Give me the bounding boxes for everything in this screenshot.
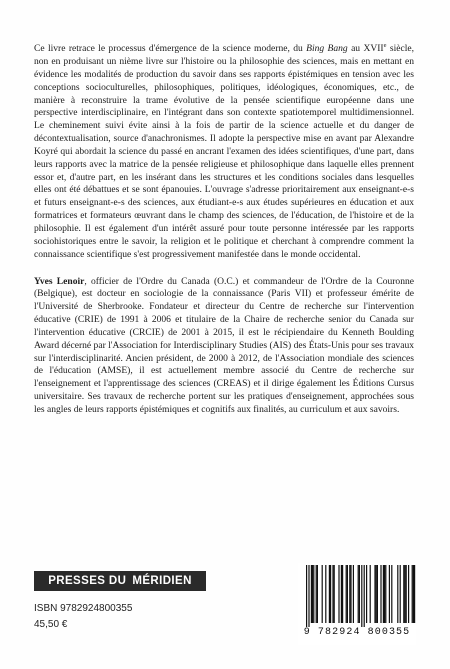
barcode-bar — [308, 565, 309, 627]
price-text: 45,50 € — [34, 619, 68, 630]
author-bio: , officier de l'Ordre du Canada (O.C.) et commandeur de l'Ordre de la Couronne (Belgique), est docteur en sociologie de la connaissance (Paris VII) et professeur émérite de l'Université de Sherbrooke. Fondateur et directeur du Centre de recherche sur l'intervention éducative (CRIE) de 1991 à 2006 et titulaire de la Chaire de recherche senior du Canada sur l'intervention éducative (CRCIE) de 2001 à 2015, il est le récipiendaire du Kenneth Boulding Award décerné par l'Association for Interdisciplinary Studies (AIS) des États-Unis pour ses travaux sur l'interdisciplinarité. Ancien président, de 2000 à 2012, de l'Association mondiale des sciences de l'éducation (AMSE), il est actuellement membre associé du Centre de recherche sur l'enseignement et l'apprentissage des sciences (CREAS) et il dirige également les Éditions Cursus universitaire. Ses travaux de recherche portent sur les pratiques d'enseignement, approchées sous les angles de leurs rapports épistémiques et cognitifs aux finalités, au curriculum et aux savoirs. — [34, 275, 414, 415]
barcode-bar — [346, 565, 347, 623]
barcode-bar — [313, 565, 314, 623]
barcode-bar — [391, 565, 392, 623]
barcode-bar — [377, 565, 378, 623]
barcode-bar — [353, 565, 354, 623]
barcode-bar — [397, 565, 398, 623]
author-name: Yves Lenoir — [34, 275, 85, 287]
barcode-bar — [338, 565, 339, 623]
barcode-bar — [400, 565, 401, 623]
barcode-bar — [374, 565, 375, 623]
barcode-bar — [380, 565, 381, 623]
barcode-bar — [316, 565, 317, 623]
barcode-bars — [298, 563, 416, 627]
barcode-bar — [341, 565, 342, 623]
barcode-bar — [376, 565, 377, 623]
barcode-bar — [383, 565, 384, 623]
barcode-bar — [317, 565, 318, 623]
barcode-bar — [361, 565, 362, 627]
author-paragraph — [34, 276, 414, 417]
barcode-bar — [412, 565, 413, 623]
barcode-bar — [359, 565, 360, 623]
back-cover-text — [34, 40, 414, 417]
barcode-bar — [408, 565, 409, 623]
barcode-bar — [404, 565, 405, 623]
barcode-bar — [334, 565, 335, 623]
barcode-bar — [349, 565, 350, 623]
barcode-bar — [330, 565, 331, 623]
barcode-bar — [413, 565, 414, 623]
barcode-bar — [358, 565, 359, 623]
barcode-bar — [384, 565, 385, 623]
barcode-bar — [406, 565, 407, 623]
barcode-bar — [311, 565, 312, 623]
barcode-bar — [364, 565, 365, 627]
barcode-bar — [322, 565, 323, 623]
barcode-bar — [332, 565, 333, 623]
bing-bang-italic: Bing Bang — [306, 43, 348, 55]
barcode-digits: 9 782924 800355 — [303, 627, 411, 638]
barcode-bar — [342, 565, 343, 623]
barcode-bar — [370, 565, 371, 623]
isbn-text: ISBN 9782924800355 — [34, 603, 133, 614]
barcode-bar — [366, 565, 367, 623]
barcode-bar — [329, 565, 330, 623]
publisher-logo: PRESSES DU MÉRIDIEN — [34, 571, 206, 591]
barcode-bar — [312, 565, 313, 623]
barcode-bar — [414, 565, 415, 623]
barcode — [298, 563, 416, 645]
barcode-bar — [350, 565, 351, 623]
barcode-bar — [347, 565, 348, 623]
barcode-bar — [403, 565, 404, 623]
barcode-bar — [306, 565, 307, 627]
barcode-bar — [385, 565, 386, 623]
barcode-bar — [325, 565, 326, 623]
summary-paragraph: Ce livre retrace le processus d'émergence de la science moderne, du Bing Bang au XVIIe siècle, non en produisant un nième livre sur l'histoire ou la philosophie des sciences, mais en mettant en évidence les modalités de production du savoir dans ses rapports épistémiques en tension avec les conceptions socioculturelles, philosophiques, politiques, idéologiques, économiques, etc., de manière à reconstruire la trame évolutive de la pensée scientifique européenne dans une perspective interdisciplinaire, en l'intégrant dans son contexte spatiotemporel multidimensionnel. Le cheminement suivi évite ainsi à la fois de partir de la science actuelle et du danger de décontextualisation, source d'anachronismes. Il adopte la perspective mise en avant par Alexandre Koyré qui abordait la science du passé en ancrant l'examen des idées scientifiques, d'une part, dans leurs rapports avec la matrice de la pensée religieuse et philosophique dans laquelle elles prennent essor et, d'autre part, en les insérant dans les structures et les conditions sociales dans lesquelles elles ont été débattues et se sont épanouies. L'ouvrage s'adresse prioritairement aux enseignant-e-s et futurs enseignant-e-s des sciences, aux étudiant-e-s aux études supérieures en éducation et aux formatrices et formateurs œuvrant dans le champ des sciences, de l'éducation, de l'histoire et de la philosophie. Il est également d'un intérêt assuré pour toute personne intéressée par les rapports sociohistoriques entre le savoir, la religion et le politique et cherchant à comprendre comment la connaissance scientifique s'est progressivement manifestée dans le monde occidental. — [34, 42, 414, 260]
barcode-bar — [389, 565, 390, 623]
